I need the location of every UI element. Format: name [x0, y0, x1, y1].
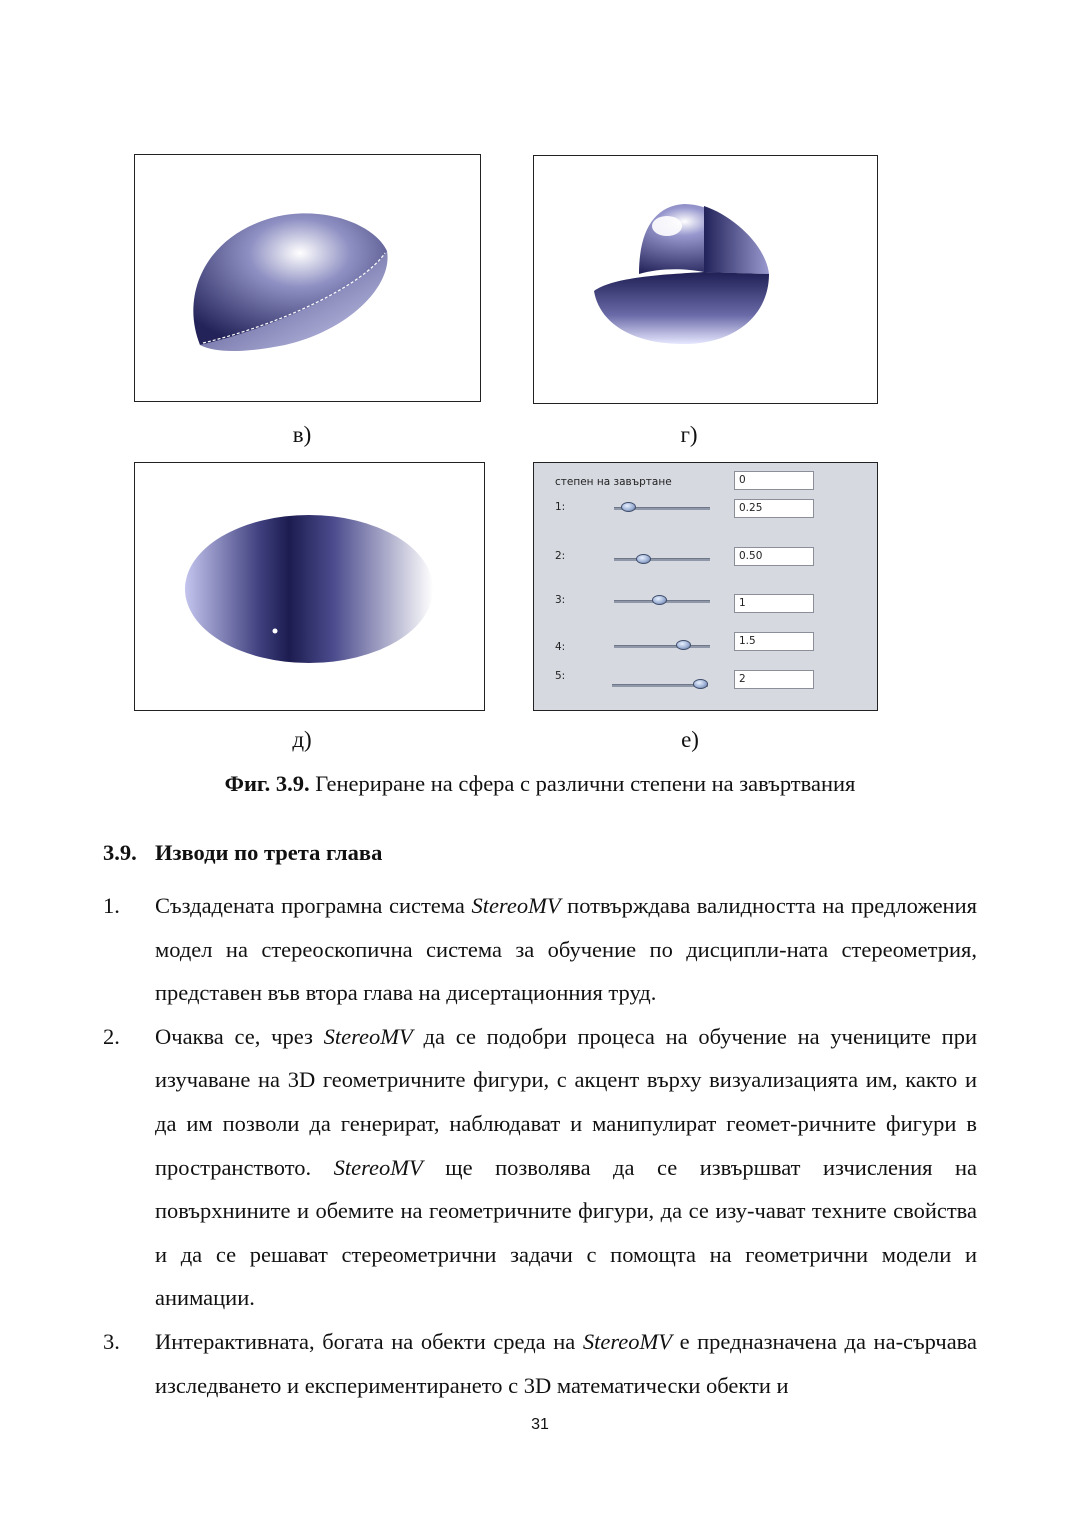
sphere-image: [135, 463, 483, 709]
slider-5-thumb[interactable]: [693, 679, 708, 689]
slider-3-thumb[interactable]: [652, 595, 667, 605]
figure-panel-v: [134, 154, 481, 402]
label-e: е): [681, 727, 699, 752]
rotation-degree-label: степен на завъртане: [555, 476, 672, 488]
slider-1-value-input[interactable]: 0.25: [734, 499, 814, 518]
list-item-text: ще позволява да се извършват изчисления на повърхнините и обемите на геометричните фигури, да се изу-чават техните свойства и да се решават стереометрични задачи с помощта на геометрични модели и анимации.: [155, 1154, 977, 1311]
slider-1-label: 1:: [555, 501, 566, 513]
slider-4-value-input[interactable]: 1.5: [734, 632, 814, 651]
figure-caption: [0, 771, 1080, 797]
figure-panel-g: [533, 155, 878, 404]
slider-5-value-input[interactable]: 2: [734, 670, 814, 689]
slider-1-thumb[interactable]: [621, 502, 636, 512]
list-item-text: Очаква се, чрез: [155, 1023, 324, 1049]
figure-caption-number: Фиг. 3.9.: [224, 771, 310, 796]
list-item-text: Създадената програмна система: [155, 893, 472, 918]
list-item-number: 3.: [103, 1328, 120, 1354]
slider-2-track[interactable]: [614, 558, 710, 561]
slider-5-label: 5:: [555, 670, 566, 682]
list-item: [103, 1015, 977, 1320]
slider-2-thumb[interactable]: [636, 554, 651, 564]
program-name: StereoMV: [333, 1154, 423, 1180]
rotation-degree-input[interactable]: 0: [734, 471, 814, 490]
program-name: StereoMV: [582, 1328, 672, 1354]
section-heading: [103, 840, 382, 866]
label-g: г): [680, 422, 698, 447]
slider-3-value-input[interactable]: 1: [734, 594, 814, 613]
half-sphere-image: [135, 155, 479, 400]
list-item-number: 1.: [103, 893, 120, 918]
figure-caption-text: Генериране на сфера с различни степени на завъртвания: [309, 771, 856, 796]
list-item-text: Интерактивната, богата на обекти среда на: [155, 1328, 583, 1354]
slider-3-label: 3:: [555, 594, 566, 606]
list-item: [103, 884, 977, 1015]
list-item-text: е предназначена да на-сърчава изследването и експериментирането с 3D математически обекти и: [155, 1328, 977, 1398]
section-number: 3.9.: [103, 840, 137, 865]
slider-2-label: 2:: [555, 550, 566, 562]
conclusions-list: [103, 884, 977, 1407]
program-name: StereoMV: [471, 893, 561, 918]
list-item: [103, 1320, 977, 1407]
slider-4-thumb[interactable]: [676, 640, 691, 650]
slider-4-track[interactable]: [614, 645, 710, 648]
page-number: 31: [531, 1416, 549, 1433]
label-d: д): [292, 727, 312, 752]
section-title: Изводи по трета глава: [155, 840, 383, 865]
figure-panel-d: [134, 462, 485, 711]
list-item-number: 2.: [103, 1023, 120, 1049]
program-name: StereoMV: [323, 1023, 413, 1049]
list-item-text: потвърждава валидността на предложения модел на стереоскопична система за обучение по дисципли-ната стереометрия, представен във втора глава на дисертационния труд.: [155, 893, 977, 1006]
rotation-controls-panel: [533, 462, 878, 711]
slider-2-value-input[interactable]: 0.50: [734, 547, 814, 566]
label-v: в): [292, 422, 312, 447]
cut-sphere-image: [534, 156, 876, 402]
list-item-text: да се подобри процеса на обучение на учениците при изучаване на 3D геометричните фигури, с акцент върху визуализацията им, както и да им позволи да генерират, наблюдават и манипулират геомет-ричните фигури в пространството.: [155, 1023, 977, 1180]
slider-4-label: 4:: [555, 641, 566, 653]
